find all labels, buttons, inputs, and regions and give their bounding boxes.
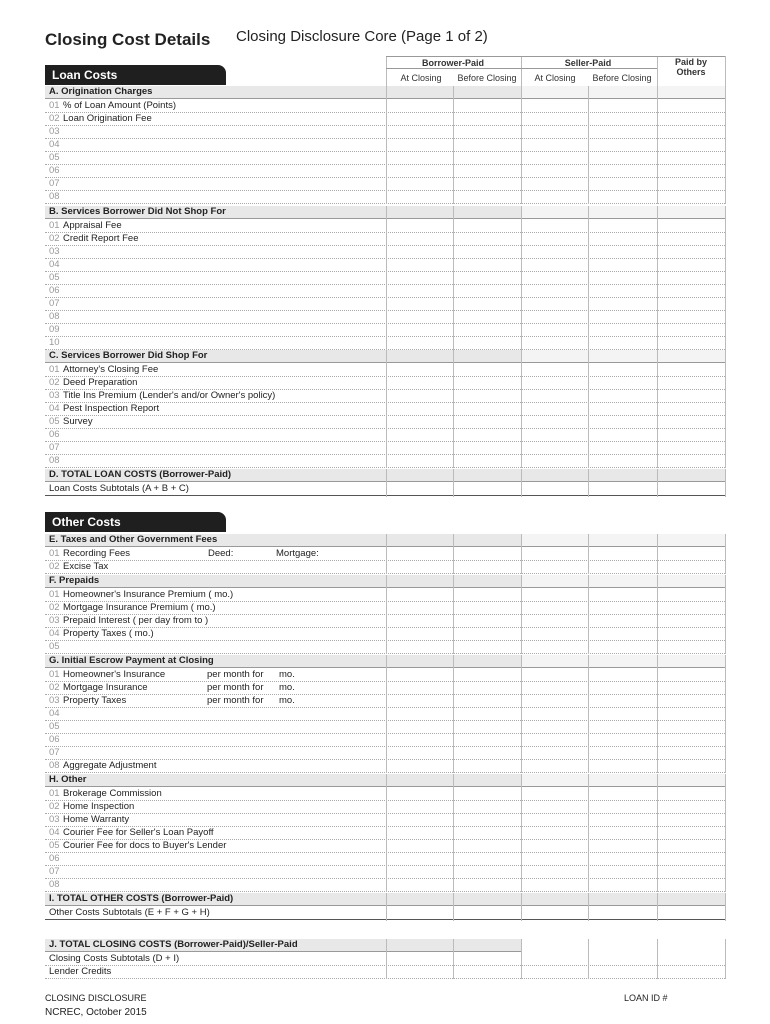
line-number: 01 xyxy=(49,100,60,111)
column-divider xyxy=(386,939,387,979)
cost-row-e-2[interactable] xyxy=(45,561,725,574)
column-divider xyxy=(725,56,726,86)
cost-row-h-8[interactable] xyxy=(45,879,725,892)
column-divider xyxy=(386,469,387,497)
line-number: 06 xyxy=(49,853,60,864)
line-label-extra: per month for xyxy=(207,695,264,706)
column-divider xyxy=(588,534,589,574)
line-number: 03 xyxy=(49,246,60,257)
line-number: 06 xyxy=(49,165,60,176)
column-divider xyxy=(521,86,522,204)
line-number: 04 xyxy=(49,827,60,838)
column-divider xyxy=(386,86,387,204)
line-label-extra: mo. xyxy=(279,695,295,706)
section-header-shade xyxy=(521,534,725,546)
line-number: 03 xyxy=(49,390,60,401)
line-label: % of Loan Amount (Points) xyxy=(63,100,177,111)
cost-row-g-8[interactable] xyxy=(45,760,725,773)
line-number: 04 xyxy=(49,628,60,639)
line-label-extra: mo. xyxy=(279,682,295,693)
cost-row-c-7[interactable] xyxy=(45,442,725,455)
cost-row-a-7[interactable] xyxy=(45,178,725,191)
line-number: 08 xyxy=(49,879,60,890)
cost-row-b-5[interactable] xyxy=(45,272,725,285)
column-divider xyxy=(453,655,454,773)
other-costs-tab: Other Costs xyxy=(45,512,226,532)
column-divider xyxy=(725,350,726,468)
line-label: Pest Inspection Report xyxy=(63,403,160,414)
line-label: Courier Fee for Seller's Loan Payoff xyxy=(63,827,214,838)
column-divider xyxy=(521,655,522,773)
column-divider xyxy=(588,893,589,921)
line-label: Homeowner's Insurance xyxy=(63,669,166,680)
cost-row-c-8[interactable] xyxy=(45,455,725,468)
cost-row-g-2[interactable] xyxy=(45,682,725,695)
column-divider xyxy=(657,56,658,86)
cost-row-g-7[interactable] xyxy=(45,747,725,760)
section-header-shade xyxy=(521,350,725,362)
cost-row-a-8[interactable] xyxy=(45,191,725,204)
line-label: Courier Fee for docs to Buyer's Lender xyxy=(63,840,227,851)
borrower-paid-header: Borrower-Paid xyxy=(421,58,484,68)
column-divider xyxy=(725,469,726,497)
cost-row-f-1[interactable] xyxy=(45,589,725,602)
line-number: 01 xyxy=(49,788,60,799)
line-label: Mortgage Insurance xyxy=(63,682,148,693)
cost-row-h-4[interactable] xyxy=(45,827,725,840)
column-divider xyxy=(588,350,589,468)
line-number: 01 xyxy=(49,589,60,600)
column-divider xyxy=(657,86,658,204)
section-title: B. Services Borrower Did Not Shop For xyxy=(49,206,226,217)
column-header-rule xyxy=(386,68,657,69)
borrower-before-closing-header: Before Closing xyxy=(457,73,517,83)
seller-before-closing-header: Before Closing xyxy=(592,73,652,83)
line-label: Home Warranty xyxy=(63,814,130,825)
line-label-extra: per month for xyxy=(207,682,264,693)
column-divider xyxy=(657,893,658,921)
line-number: 02 xyxy=(49,682,60,693)
line-label: Deed Preparation xyxy=(63,377,138,388)
section-title: C. Services Borrower Did Shop For xyxy=(49,350,208,361)
cost-row-i-1[interactable] xyxy=(45,907,725,920)
line-number: 02 xyxy=(49,801,60,812)
page-title: Closing Cost Details xyxy=(45,30,211,49)
line-number: 08 xyxy=(49,191,60,202)
cost-row-e-1[interactable] xyxy=(45,548,725,561)
line-number: 07 xyxy=(49,178,60,189)
cost-row-a-1[interactable] xyxy=(45,100,725,113)
column-divider xyxy=(657,655,658,773)
line-label: Home Inspection xyxy=(63,801,135,812)
section-j-header xyxy=(45,939,521,952)
column-divider xyxy=(588,774,589,892)
column-divider xyxy=(521,774,522,892)
line-number: 09 xyxy=(49,324,60,335)
line-number: 06 xyxy=(49,734,60,745)
line-number: 02 xyxy=(49,113,60,124)
column-divider xyxy=(453,774,454,892)
cost-row-a-6[interactable] xyxy=(45,165,725,178)
line-label: Loan Costs Subtotals (A + B + C) xyxy=(49,483,189,494)
column-divider xyxy=(386,893,387,921)
cost-row-j-2[interactable] xyxy=(45,966,725,979)
section-header-shade xyxy=(521,575,725,587)
column-divider xyxy=(386,534,387,574)
line-label-extra: Deed: xyxy=(208,548,234,559)
cost-row-b-2[interactable] xyxy=(45,233,725,246)
cost-row-c-3[interactable] xyxy=(45,390,725,403)
line-label: Credit Report Fee xyxy=(63,233,139,244)
line-label: Other Costs Subtotals (E + F + G + H) xyxy=(49,907,210,918)
column-divider xyxy=(386,56,387,86)
column-divider xyxy=(588,939,589,979)
column-divider xyxy=(386,206,387,350)
section-header-shade xyxy=(521,86,725,98)
line-number: 02 xyxy=(49,561,60,572)
line-number: 07 xyxy=(49,442,60,453)
cost-row-g-5[interactable] xyxy=(45,721,725,734)
column-divider xyxy=(453,939,454,979)
column-divider xyxy=(725,939,726,979)
section-title: G. Initial Escrow Payment at Closing xyxy=(49,655,214,666)
section-header-shade xyxy=(521,655,725,667)
cost-row-a-3[interactable] xyxy=(45,126,725,139)
column-divider xyxy=(588,469,589,497)
line-number: 05 xyxy=(49,721,60,732)
line-number: 06 xyxy=(49,429,60,440)
cost-row-b-1[interactable] xyxy=(45,220,725,233)
line-number: 04 xyxy=(49,139,60,150)
line-number: 08 xyxy=(49,311,60,322)
cost-row-d-1[interactable] xyxy=(45,483,725,496)
cost-row-j-1[interactable] xyxy=(45,953,725,966)
column-divider xyxy=(521,350,522,468)
column-divider xyxy=(453,575,454,654)
line-number: 08 xyxy=(49,455,60,466)
line-label: Title Ins Premium (Lender's and/or Owner's policy) xyxy=(63,390,276,401)
line-label: Loan Origination Fee xyxy=(63,113,152,124)
column-divider xyxy=(453,206,454,350)
section-title: H. Other xyxy=(49,774,87,785)
loan-costs-tab: Loan Costs xyxy=(45,65,226,85)
line-number: 01 xyxy=(49,548,60,559)
line-number: 08 xyxy=(49,760,60,771)
column-divider xyxy=(521,534,522,574)
column-divider xyxy=(453,469,454,497)
column-divider xyxy=(657,469,658,497)
line-number: 01 xyxy=(49,220,60,231)
cost-row-b-6[interactable] xyxy=(45,285,725,298)
line-label: Aggregate Adjustment xyxy=(63,760,157,771)
column-divider xyxy=(453,86,454,204)
column-divider xyxy=(386,655,387,773)
column-divider xyxy=(725,893,726,921)
column-divider xyxy=(657,575,658,654)
column-divider xyxy=(386,575,387,654)
column-divider xyxy=(725,774,726,892)
cost-row-g-6[interactable] xyxy=(45,734,725,747)
line-label: Appraisal Fee xyxy=(63,220,122,231)
line-label: Property Taxes ( mo.) xyxy=(63,628,154,639)
column-divider xyxy=(453,350,454,468)
section-header-shade xyxy=(386,469,725,481)
cost-row-a-4[interactable] xyxy=(45,139,725,152)
column-divider xyxy=(521,939,522,979)
section-title: J. TOTAL CLOSING COSTS (Borrower-Paid)/Seller-Paid xyxy=(49,939,298,950)
line-number: 07 xyxy=(49,298,60,309)
line-number: 02 xyxy=(49,233,60,244)
line-number: 02 xyxy=(49,602,60,613)
line-number: 05 xyxy=(49,272,60,283)
loan-id-label: LOAN ID # xyxy=(624,993,668,1003)
paid-by-others-header: Paid by Others xyxy=(674,57,707,77)
cost-row-h-2[interactable] xyxy=(45,801,725,814)
line-number: 10 xyxy=(49,337,60,348)
cost-row-b-3[interactable] xyxy=(45,246,725,259)
line-number: 05 xyxy=(49,840,60,851)
line-number: 03 xyxy=(49,615,60,626)
cost-row-f-5[interactable] xyxy=(45,641,725,654)
column-divider xyxy=(657,774,658,892)
column-divider xyxy=(588,206,589,350)
line-number: 04 xyxy=(49,708,60,719)
line-number: 03 xyxy=(49,126,60,137)
cost-row-a-2[interactable] xyxy=(45,113,725,126)
column-divider xyxy=(725,655,726,773)
line-label: Recording Fees xyxy=(63,548,131,559)
cost-row-h-6[interactable] xyxy=(45,853,725,866)
cost-row-c-1[interactable] xyxy=(45,364,725,377)
line-label: Brokerage Commission xyxy=(63,788,162,799)
line-number: 07 xyxy=(49,747,60,758)
cost-row-g-4[interactable] xyxy=(45,708,725,721)
line-label: Property Taxes xyxy=(63,695,127,706)
section-header-shade xyxy=(521,206,725,218)
line-number: 03 xyxy=(49,814,60,825)
cost-row-b-8[interactable] xyxy=(45,311,725,324)
cost-row-h-7[interactable] xyxy=(45,866,725,879)
section-title: I. TOTAL OTHER COSTS (Borrower-Paid) xyxy=(49,893,234,904)
column-divider xyxy=(657,206,658,350)
column-divider xyxy=(725,206,726,350)
line-number: 05 xyxy=(49,152,60,163)
footer-left-label: CLOSING DISCLOSURE xyxy=(45,993,147,1003)
cost-row-c-4[interactable] xyxy=(45,403,725,416)
page-subtitle: Closing Disclosure Core (Page 1 of 2) xyxy=(236,28,488,45)
column-divider xyxy=(657,350,658,468)
line-label: Survey xyxy=(63,416,93,427)
line-number: 04 xyxy=(49,403,60,414)
line-label-extra: mo. xyxy=(279,669,295,680)
column-divider xyxy=(725,575,726,654)
column-header-top-rule xyxy=(386,56,725,57)
line-label: Closing Costs Subtotals (D + I) xyxy=(49,953,180,964)
section-title: E. Taxes and Other Government Fees xyxy=(49,534,218,545)
line-label: Excise Tax xyxy=(63,561,109,572)
section-title: D. TOTAL LOAN COSTS (Borrower-Paid) xyxy=(49,469,232,480)
section-title: A. Origination Charges xyxy=(49,86,153,97)
borrower-at-closing-header: At Closing xyxy=(400,73,442,83)
column-divider xyxy=(521,575,522,654)
cost-row-f-3[interactable] xyxy=(45,615,725,628)
section-header-shade xyxy=(521,774,725,786)
column-divider xyxy=(657,534,658,574)
cost-row-g-1[interactable] xyxy=(45,669,725,682)
column-divider xyxy=(588,86,589,204)
line-number: 01 xyxy=(49,669,60,680)
cost-row-c-5[interactable] xyxy=(45,416,725,429)
column-divider xyxy=(657,939,658,979)
cost-row-g-3[interactable] xyxy=(45,695,725,708)
line-label: Attorney's Closing Fee xyxy=(63,364,159,375)
column-divider xyxy=(453,893,454,921)
line-label-extra: Mortgage: xyxy=(276,548,319,559)
line-number: 03 xyxy=(49,695,60,706)
column-divider xyxy=(725,86,726,204)
line-label: Prepaid Interest ( per day from to ) xyxy=(63,615,209,626)
cost-row-b-4[interactable] xyxy=(45,259,725,272)
seller-at-closing-header: At Closing xyxy=(534,73,576,83)
seller-paid-header: Seller-Paid xyxy=(564,58,612,68)
line-number: 07 xyxy=(49,866,60,877)
line-label-extra: per month for xyxy=(207,669,264,680)
cost-row-f-4[interactable] xyxy=(45,628,725,641)
cost-row-b-7[interactable] xyxy=(45,298,725,311)
column-divider xyxy=(453,534,454,574)
line-number: 05 xyxy=(49,416,60,427)
column-divider xyxy=(386,774,387,892)
column-divider xyxy=(725,534,726,574)
column-divider xyxy=(521,206,522,350)
cost-row-b-10[interactable] xyxy=(45,337,725,350)
line-number: 04 xyxy=(49,259,60,270)
line-label: Mortgage Insurance Premium ( mo.) xyxy=(63,602,216,613)
cost-row-h-5[interactable] xyxy=(45,840,725,853)
column-divider xyxy=(521,56,522,86)
cost-row-b-9[interactable] xyxy=(45,324,725,337)
column-divider xyxy=(588,655,589,773)
line-label: Lender Credits xyxy=(49,966,112,977)
column-divider xyxy=(588,575,589,654)
column-divider xyxy=(521,469,522,497)
cost-row-c-2[interactable] xyxy=(45,377,725,390)
cost-row-f-2[interactable] xyxy=(45,602,725,615)
line-number: 05 xyxy=(49,641,60,652)
cost-row-h-1[interactable] xyxy=(45,788,725,801)
cost-row-h-3[interactable] xyxy=(45,814,725,827)
column-divider xyxy=(386,350,387,468)
section-title: F. Prepaids xyxy=(49,575,100,586)
cost-row-a-5[interactable] xyxy=(45,152,725,165)
column-divider xyxy=(521,893,522,921)
line-number: 02 xyxy=(49,377,60,388)
line-label: Homeowner's Insurance Premium ( mo.) xyxy=(63,589,234,600)
section-header-shade xyxy=(386,893,725,905)
cost-row-c-6[interactable] xyxy=(45,429,725,442)
footer-source: NCREC, October 2015 xyxy=(45,1007,147,1018)
line-number: 06 xyxy=(49,285,60,296)
line-number: 01 xyxy=(49,364,60,375)
